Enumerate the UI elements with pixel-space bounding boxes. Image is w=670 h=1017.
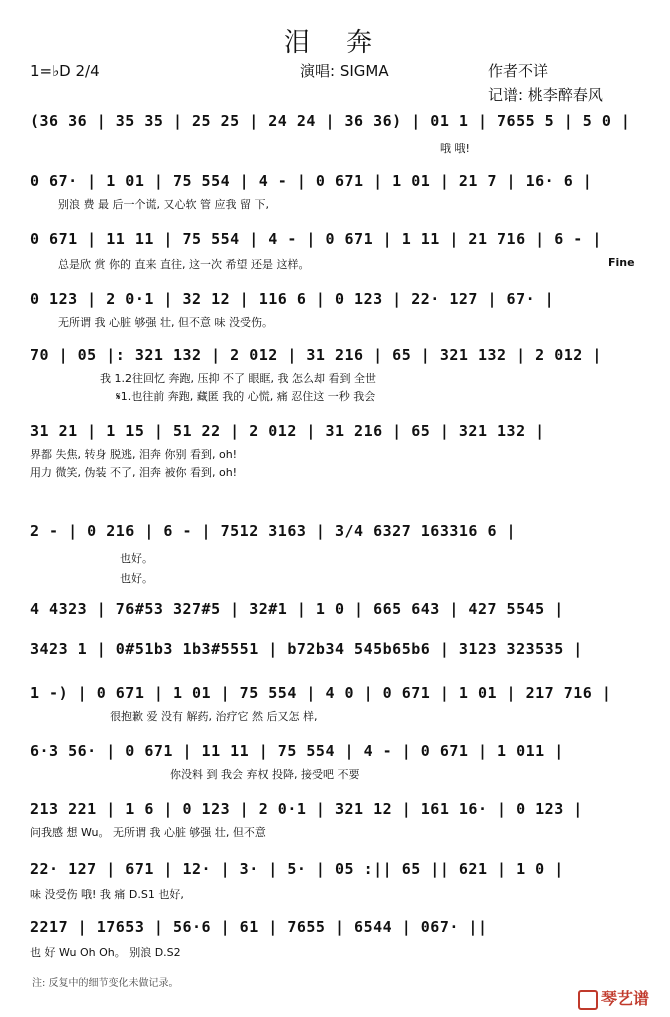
lyric-line: 很抱歉 爱 没有 解药, 治疗它 然 后又怎 样, bbox=[110, 710, 318, 723]
notation-row: 31 21 | 1 15 | 51 22 | 2 012 | 31 216 | 65 | 321 132 | bbox=[30, 422, 545, 440]
logo-icon bbox=[578, 990, 598, 1010]
notation-row: (36 36 | 35 35 | 25 25 | 24 24 | 36 36) | 01 1 | 7655 5 | 5 0 | bbox=[30, 112, 631, 130]
lyric-line: 问我感 想 Wu。 无所谓 我 心脏 够强 壮, 但不意 bbox=[30, 826, 266, 839]
notation-row: 3423 1 | 0#51b3 1b3#5551 | b72b34 545b65b6 | 3123 323535 | bbox=[30, 640, 583, 658]
notation-row: 70 | 05 |: 321 132 | 2 012 | 31 216 | 65 | 321 132 | 2 012 | bbox=[30, 346, 602, 364]
notation-row: 4 4323 | 76#53 327#5 | 32#1 | 1 0 | 665 643 | 427 5545 | bbox=[30, 600, 564, 618]
lyric-line: 哦 哦! bbox=[440, 142, 470, 155]
lyric-line-2: 𝄋1.也往前 奔跑, 藏匿 我的 心慌, 痛 忍住这 一秒 我会 bbox=[116, 390, 376, 403]
lyric-line: 别浪 费 最 后一个谎, 又心软 管 应我 留 下, bbox=[58, 198, 269, 211]
lyric-line: 味 没受伤 哦! 我 痛 D.S1 也好, bbox=[30, 888, 184, 901]
notation-row: 2217 | 17653 | 56·6 | 61 | 7655 | 6544 | 067· || bbox=[30, 918, 488, 936]
notation-row: 22· 127 | 671 | 12· | 3· | 5· | 05 :|| 65 || 621 | 1 0 | bbox=[30, 860, 564, 878]
site-logo bbox=[578, 986, 649, 1010]
notation-row: 0 67· | 1 01 | 75 554 | 4 - | 0 671 | 1 01 | 21 7 | 16· 6 | bbox=[30, 172, 593, 190]
transcriber-credit: 记谱: 桃李醉春风 bbox=[488, 86, 603, 104]
lyric-line: 无所谓 我 心脏 够强 壮, 但不意 味 没受伤。 bbox=[58, 316, 273, 329]
notation-row: 2 - | 0 216 | 6 - | 7512 3163 | 3/4 6327 163316 6 | bbox=[30, 522, 517, 540]
lyric-line: 也好。 bbox=[120, 552, 153, 565]
notation-row: 6·3 56· | 0 671 | 11 11 | 75 554 | 4 - | 0 671 | 1 011 | bbox=[30, 742, 564, 760]
notation-row: 0 123 | 2 0·1 | 32 12 | 116 6 | 0 123 | 22· 127 | 67· | bbox=[30, 290, 555, 308]
song-title: 泪 奔 bbox=[283, 28, 387, 58]
lyric-line: 也 好 Wu Oh Oh。 别浪 D.S2 bbox=[30, 946, 181, 959]
singer-credit: 演唱: SIGMA bbox=[300, 62, 389, 80]
key-signature: 1=♭D 2/4 bbox=[30, 62, 100, 80]
lyric-line: 你没料 到 我会 弃权 投降, 接受吧 不要 bbox=[170, 768, 360, 781]
fine-mark: Fine bbox=[608, 256, 635, 269]
notation-row: 213 221 | 1 6 | 0 123 | 2 0·1 | 321 12 | 161 16· | 0 123 | bbox=[30, 800, 583, 818]
lyric-line: 总是欣 赏 你的 直来 直往, 这一次 希望 还是 这样。 bbox=[58, 258, 310, 271]
notation-row: 1 -) | 0 671 | 1 01 | 75 554 | 4 0 | 0 671 | 1 01 | 217 716 | bbox=[30, 684, 612, 702]
notation-row: 0 671 | 11 11 | 75 554 | 4 - | 0 671 | 1 11 | 21 716 | 6 - | bbox=[30, 230, 602, 248]
lyric-line-2: 用力 微笑, 伪装 不了, 泪奔 被你 看到, oh! bbox=[30, 466, 238, 479]
footer-note: 注: 反复中的细节变化未做记录。 bbox=[32, 978, 179, 989]
logo-text: 琴艺谱 bbox=[601, 989, 650, 1008]
lyric-line: 界都 失焦, 转身 脱逃, 泪奔 你别 看到, oh! bbox=[30, 448, 238, 461]
lyric-line-2: 也好。 bbox=[120, 572, 153, 585]
author-credit: 作者不详 bbox=[488, 62, 549, 80]
lyric-line: 我 1.2往回忆 奔跑, 压抑 不了 眼眶, 我 怎么却 看到 全世 bbox=[100, 372, 376, 385]
